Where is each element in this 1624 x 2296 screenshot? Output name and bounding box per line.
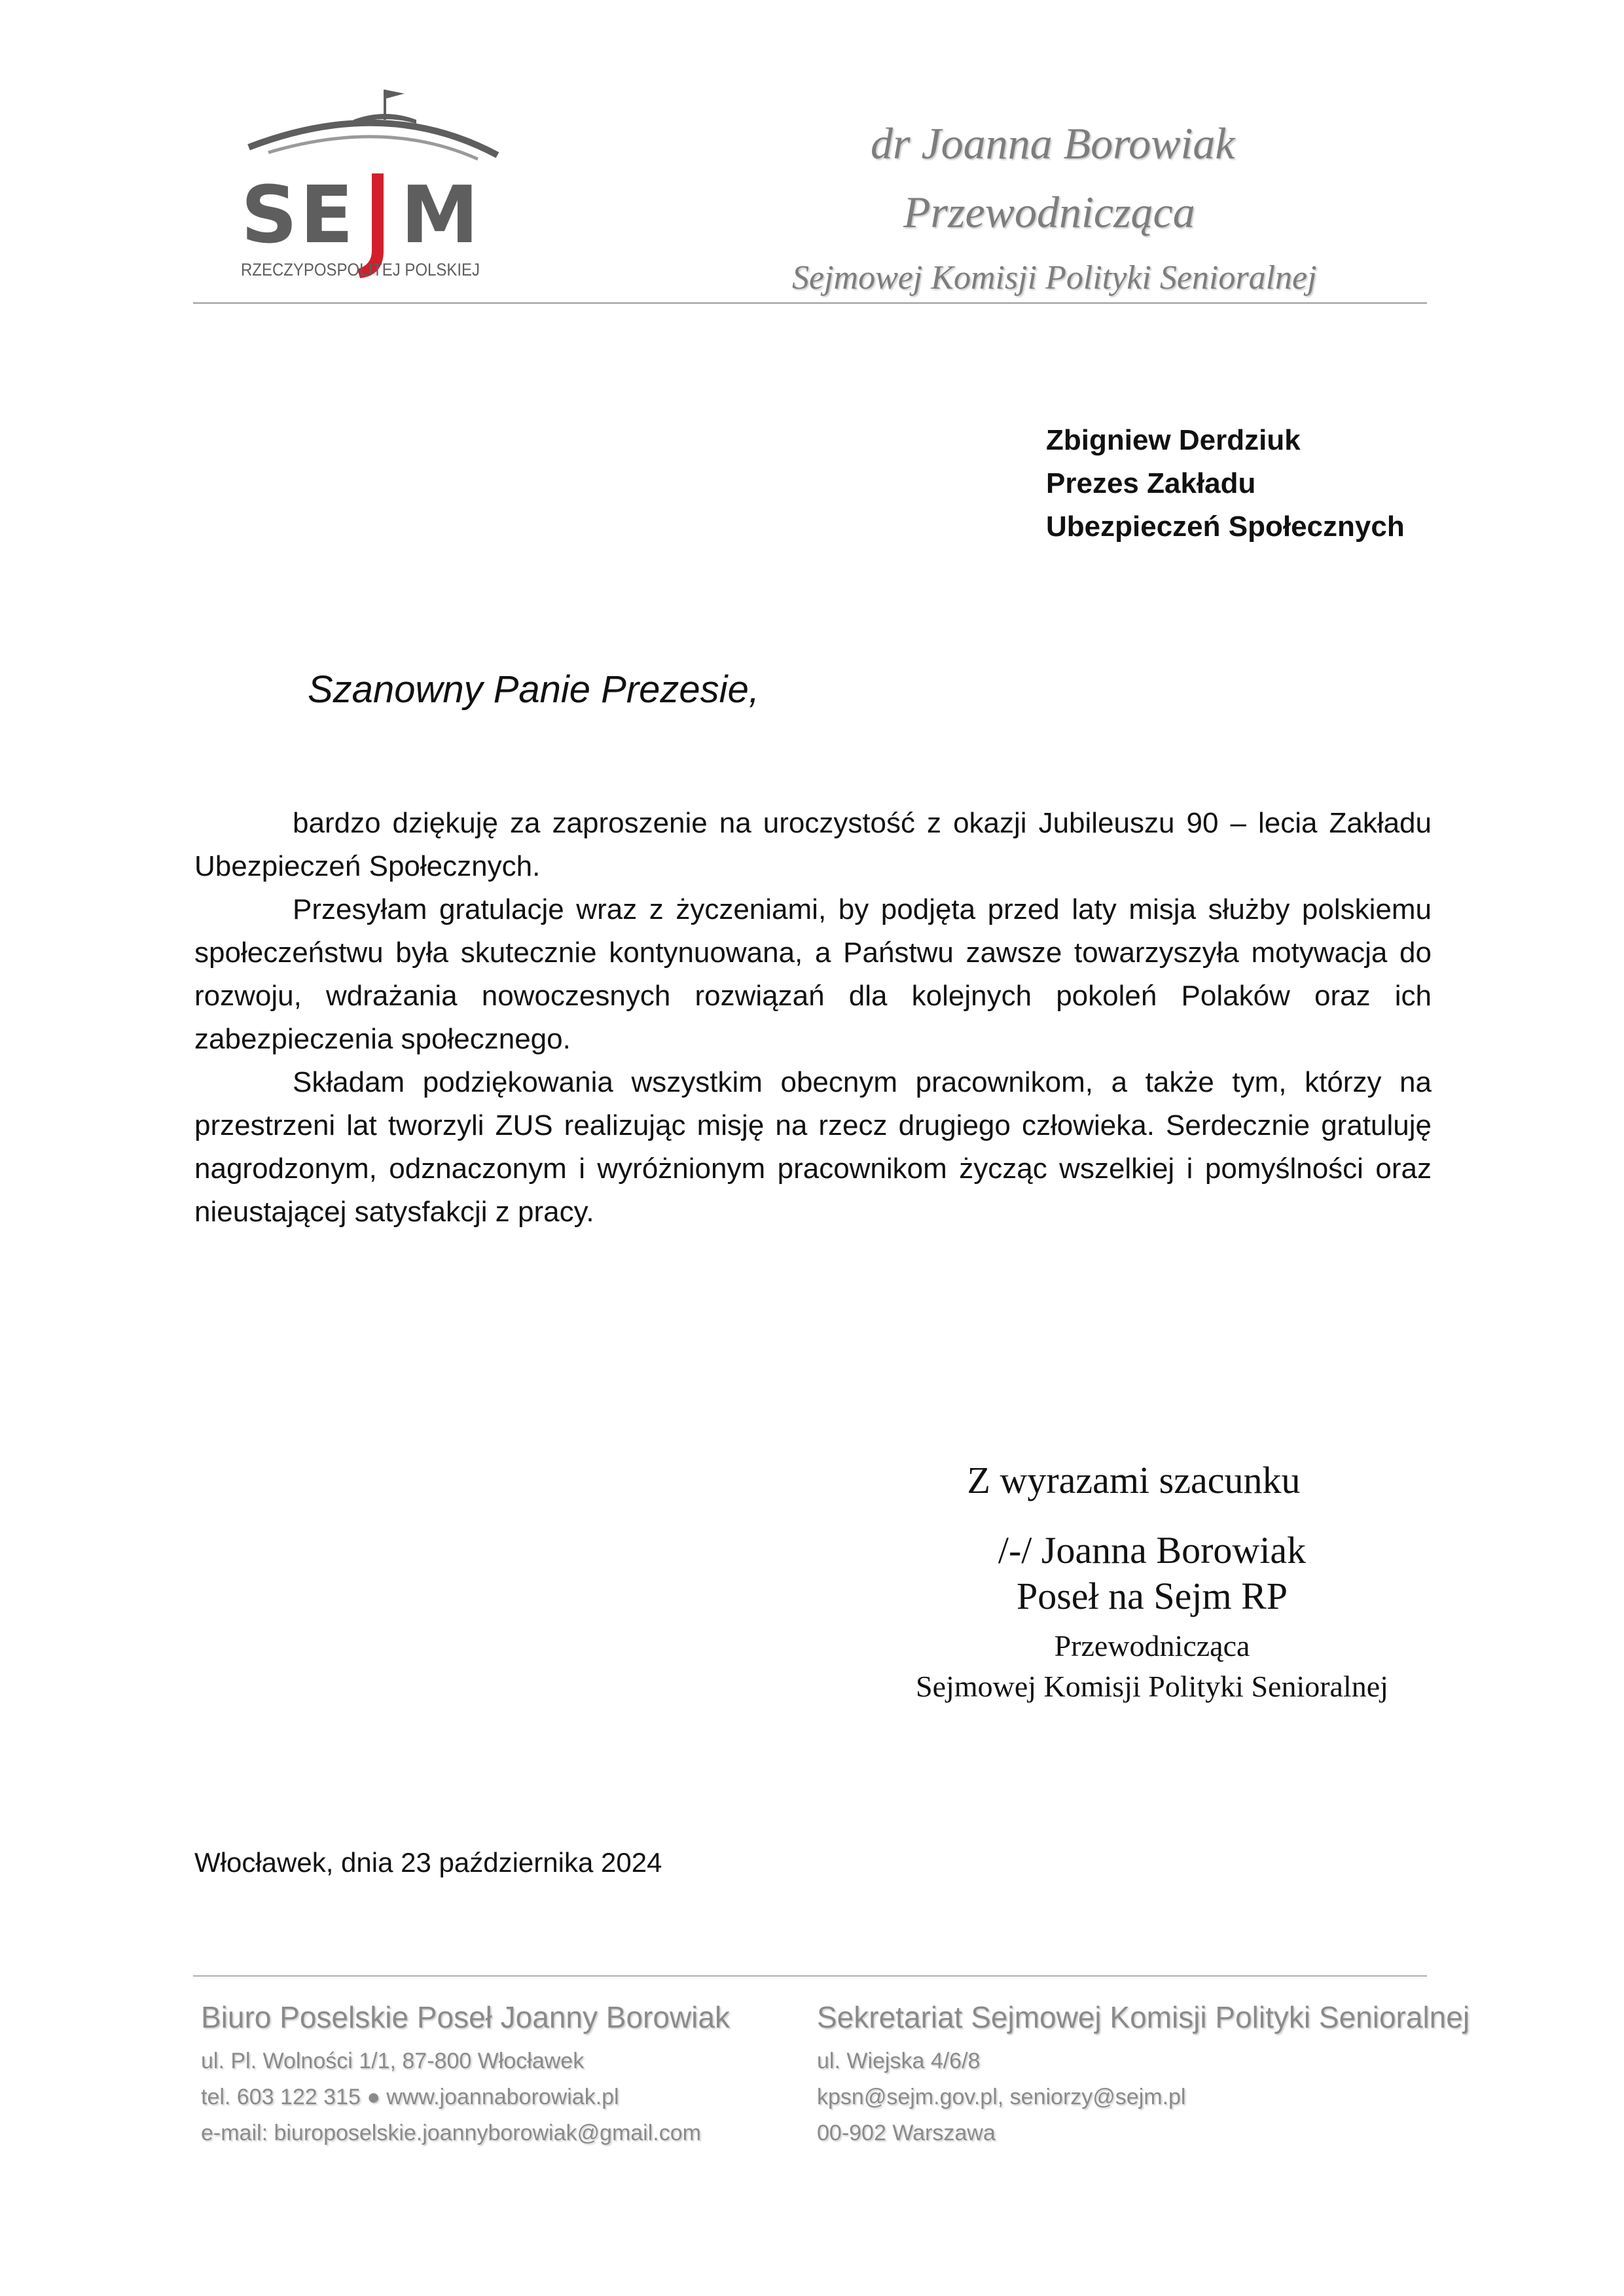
- closing-phrase: Z wyrazami szacunku: [967, 1459, 1301, 1501]
- footer-secretariat-address: ul. Wiejska 4/6/8: [817, 2049, 981, 2073]
- signatory-organization: Sejmowej Komisji Polityki Senioralnej: [916, 1670, 1388, 1703]
- body-paragraph-2: Przesyłam gratulacje wraz z życzeniami, by podjęta przed laty misja służby polskiemu społeczeństwu była skutecznie kontynuowana, a Państwu zawsze towarzyszyła motywacja do rozwoju, wdrażania nowoczesnych rozwiązań dla kolejnych pokoleń Polaków oraz ich zabezpieczenia społecznego.: [194, 893, 1432, 1055]
- footer-office-phone-web: tel. 603 122 315 ● www.joannaborowiak.pl: [201, 2085, 619, 2109]
- letterhead-organization: Sejmowej Komisji Polityki Senioralnej: [792, 259, 1317, 296]
- logo-flag: [385, 90, 405, 99]
- footer-secretariat-heading: Sekretariat Sejmowej Komisji Polityki Senioralnej: [817, 2000, 1470, 2034]
- place-and-date: Włocławek, dnia 23 października 2024: [194, 1847, 662, 1878]
- logo-subtitle: RZECZYPOSPOLITEJ POLSKIEJ: [241, 260, 480, 279]
- footer-office-email: e-mail: biuroposelskie.joannyborowiak@gmail.com: [201, 2121, 701, 2145]
- letter-body: [194, 802, 1432, 1234]
- footer-divider: [193, 1975, 1427, 1977]
- signatory-role: Przewodnicząca: [1054, 1629, 1250, 1662]
- recipient-position-line2: Ubezpieczeń Społecznych: [1046, 511, 1405, 543]
- sejm-logo: [229, 82, 504, 298]
- footer-office-heading: Biuro Poselskie Poseł Joanny Borowiak: [201, 2000, 730, 2034]
- logo-letter-e: E: [300, 170, 353, 261]
- footer-secretariat-emails: kpsn@sejm.gov.pl, seniorzy@sejm.pl: [817, 2085, 1186, 2109]
- header-divider: [193, 302, 1427, 304]
- recipient-name: Zbigniew Derdziuk: [1046, 424, 1301, 456]
- footer-secretariat-postcode: 00-902 Warszawa: [817, 2121, 996, 2145]
- signatory-name: /-/ Joanna Borowiak: [998, 1529, 1307, 1571]
- body-paragraph-1: bardzo dziękuję za zaproszenie na uroczystość z okazji Jubileuszu 90 – lecia Zakładu Ubezpieczeń Społecznych.: [194, 807, 1432, 882]
- body-paragraph-3: Składam podziękowania wszystkim obecnym pracownikom, a także tym, którzy na przestrzeni lat tworzyli ZUS realizując misję na rzecz drugiego człowieka. Serdecznie gratuluję nagrodzonym, odznaczonym i wyróżnionym pracownikom życząc wszelkiej i pomyślności oraz nieustającej satysfakcji z pracy.: [194, 1066, 1432, 1228]
- logo-letter-s: S: [241, 170, 298, 261]
- recipient-position-line1: Prezes Zakładu: [1046, 467, 1256, 499]
- recipient-block: [1046, 419, 1405, 548]
- letterhead-title: Przewodnicząca: [903, 187, 1195, 237]
- footer-office-address: ul. Pl. Wolności 1/1, 87-800 Włocławek: [201, 2049, 585, 2073]
- logo-letter-m: M: [401, 170, 479, 261]
- logo-arc-lower: [268, 137, 478, 159]
- letterhead-name: dr Joanna Borowiak: [871, 118, 1235, 168]
- salutation: Szanowny Panie Prezesie,: [308, 668, 759, 711]
- signatory-position: Poseł na Sejm RP: [1016, 1575, 1288, 1617]
